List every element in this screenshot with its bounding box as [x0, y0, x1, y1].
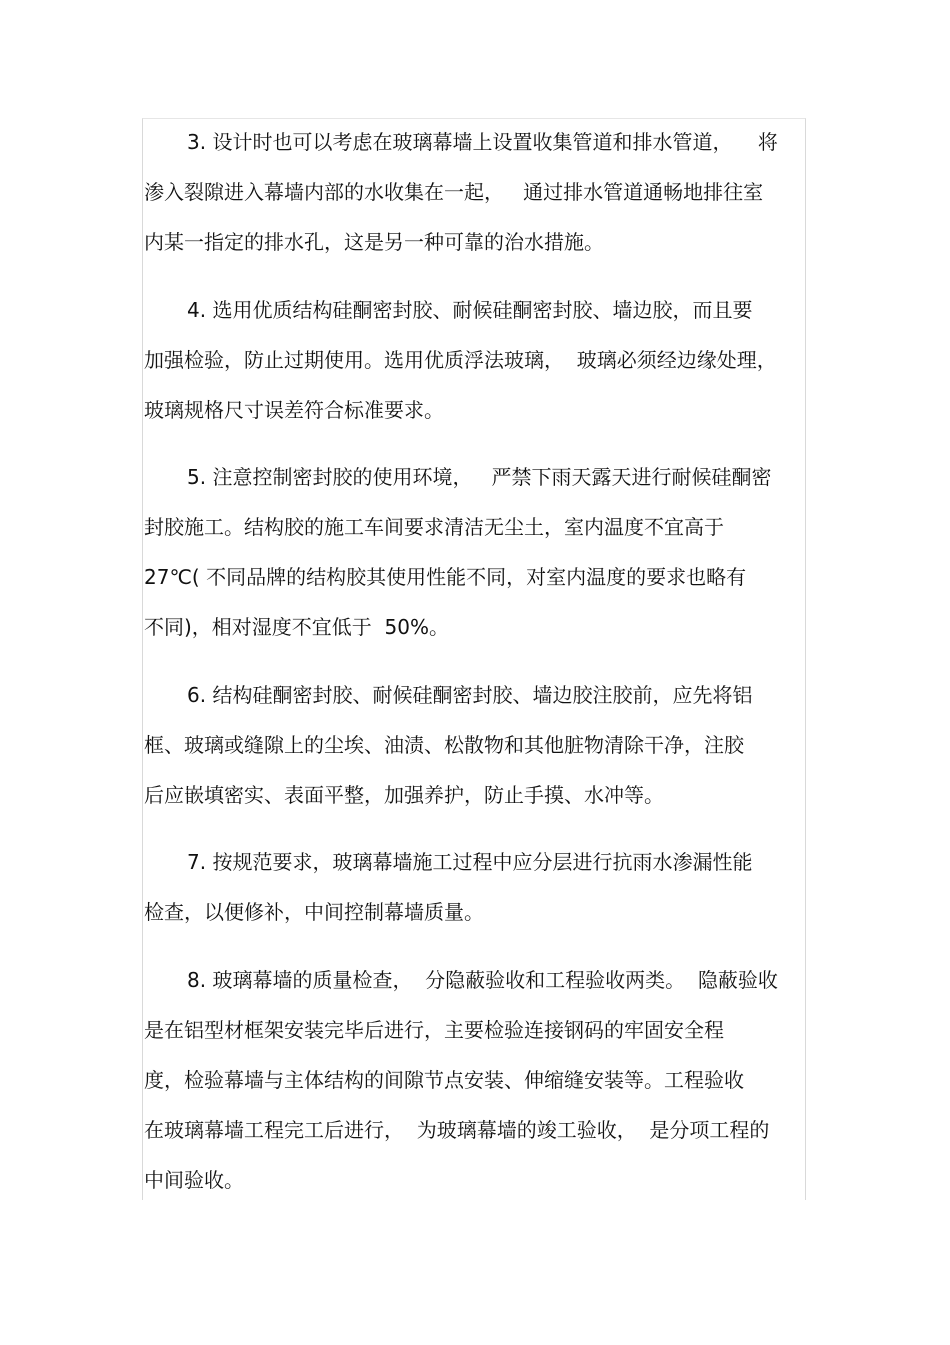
paragraph-6-line-1: 6. 结构硅酮密封胶、耐候硅酮密封胶、墙边胶注胶前，应先将铝	[187, 683, 753, 707]
paragraph-3-line-3: 内某一指定的排水孔，这是另一种可靠的治水措施。	[144, 230, 604, 254]
paragraph-7-line-1: 7. 按规范要求，玻璃幕墙施工过程中应分层进行抗雨水渗漏性能	[187, 850, 753, 874]
paragraph-4-line-3: 玻璃规格尺寸误差符合标准要求。	[144, 398, 444, 422]
paragraph-8-line-3: 度，检验幕墙与主体结构的间隙节点安装、伸缩缝安装等。工程验收	[144, 1068, 744, 1092]
paragraph-6-line-2: 框、玻璃或缝隙上的尘埃、油渍、松散物和其他脏物清除干净，注胶	[144, 733, 744, 757]
paragraph-5-line-4: 不同)，相对湿度不宜低于 50%。	[144, 615, 449, 639]
paragraph-7-line-2: 检查，以便修补，中间控制幕墙质量。	[144, 900, 484, 924]
paragraph-5-line-3: 27℃( 不同品牌的结构胶其使用性能不同，对室内温度的要求也略有	[144, 565, 747, 589]
paragraph-5-line-1: 5. 注意控制密封胶的使用环境， 严禁下雨天露天进行耐候硅酮密	[187, 465, 772, 489]
paragraph-4-line-2: 加强检验，防止过期使用。选用优质浮法玻璃， 玻璃必须经边缘处理，	[144, 348, 777, 372]
paragraph-3-line-1: 3. 设计时也可以考虑在玻璃幕墙上设置收集管道和排水管道， 将	[187, 130, 778, 154]
paragraph-4-line-1: 4. 选用优质结构硅酮密封胶、耐候硅酮密封胶、墙边胶，而且要	[187, 298, 753, 322]
paragraph-6-line-3: 后应嵌填密实、表面平整，加强养护，防止手摸、水冲等。	[144, 783, 664, 807]
paragraph-3-line-2: 渗入裂隙进入幕墙内部的水收集在一起， 通过排水管道通畅地排往室	[144, 180, 764, 204]
paragraph-8-line-4: 在玻璃幕墙工程完工后进行， 为玻璃幕墙的竣工验收， 是分项工程的	[144, 1118, 770, 1142]
paragraph-8-line-5: 中间验收。	[144, 1168, 244, 1192]
paragraph-8-line-1: 8. 玻璃幕墙的质量检查， 分隐蔽验收和工程验收两类。 隐蔽验收	[187, 968, 778, 992]
paragraph-5-line-2: 封胶施工。结构胶的施工车间要求清洁无尘土，室内温度不宜高于	[144, 515, 724, 539]
paragraph-8-line-2: 是在铝型材框架安装完毕后进行，主要检验连接钢码的牢固安全程	[144, 1018, 724, 1042]
